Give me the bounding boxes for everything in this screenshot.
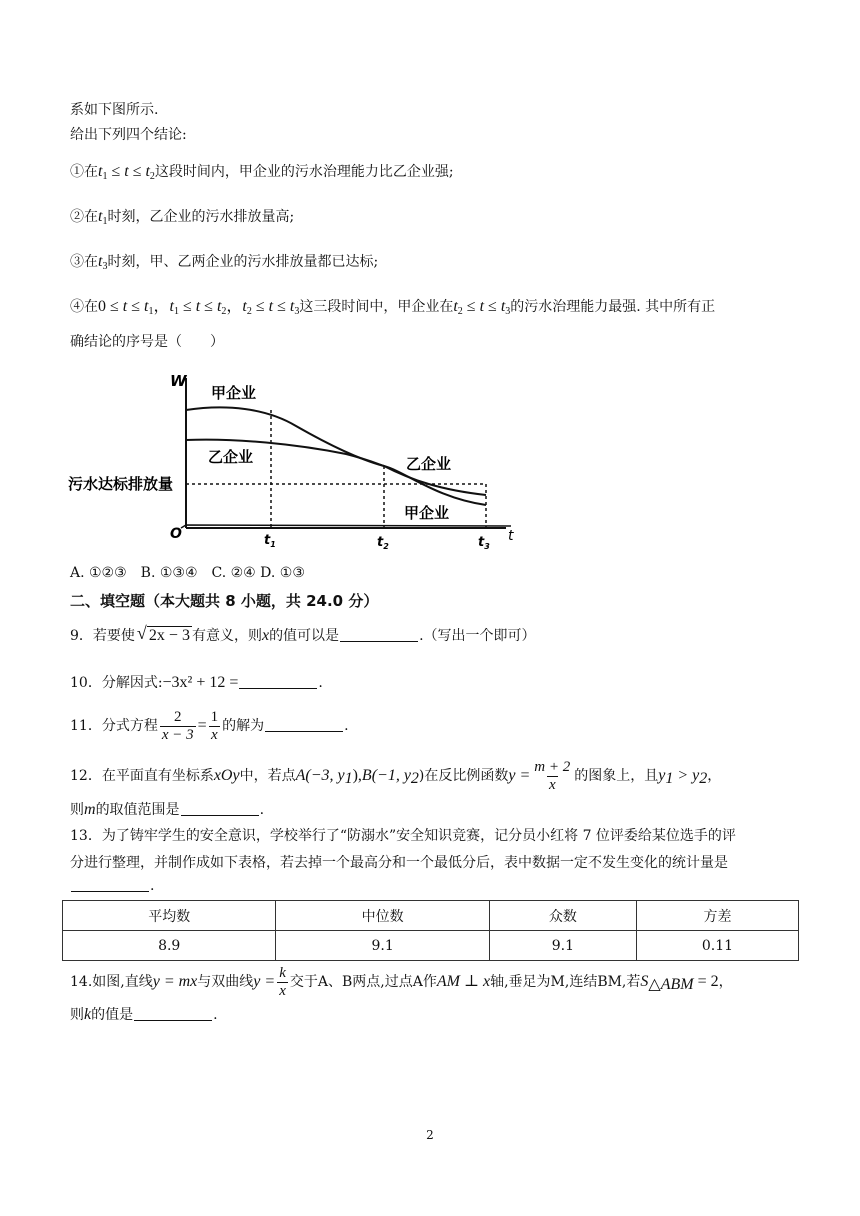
- table-header-row: [63, 901, 799, 931]
- question-13-line-2: 分进行整理，并制作成如下表格，若去掉一个最高分和一个最低分后，表中数据一定不发生变化的统计量是: [70, 855, 728, 871]
- pollution-chart: [66, 368, 526, 552]
- intro-line-1: 系如下图所示.: [70, 102, 159, 118]
- question-14-line-2: 则k的值是 .: [70, 1006, 218, 1023]
- question-14: 14.如图,直线y = mx与双曲线y = $\frac{k}{x}$ 交于A、B两点,过点A作AM ⊥ x轴,垂足为M,连结BM,若$S_{\triangle ABM} = 2$，: [70, 964, 733, 999]
- question-9: 9．若要使 √ 2x − 3 有意义，则x的值可以是 .（写出一个即可）: [70, 623, 536, 644]
- table-header-cell: 平均数: [63, 901, 276, 931]
- conclusion-4-continued: 确结论的序号是（ ）: [70, 334, 224, 350]
- table-header-cell: 众数: [489, 901, 636, 931]
- table-cell: 0.11: [636, 931, 798, 961]
- jia-label-top: 甲企业: [211, 384, 257, 402]
- x-axis-label: t: [508, 528, 514, 544]
- answer-blank[interactable]: [265, 717, 343, 732]
- section-heading: 二、填空题（本大题共 8 小题，共 24.0 分）: [70, 592, 379, 610]
- table-cell: 9.1: [276, 931, 489, 961]
- intro-line-2: 给出下列四个结论:: [70, 127, 187, 143]
- answer-blank[interactable]: [340, 627, 418, 642]
- conclusion-2: ②在$t_1$时刻，乙企业的污水排放量高;: [70, 208, 295, 227]
- conclusion-1: ①在$t_1 \le t \le t_2$这段时间内，甲企业的污水治理能力比乙企业强;: [70, 163, 454, 182]
- answer-blank[interactable]: [71, 877, 149, 892]
- answer-blank[interactable]: [181, 801, 259, 816]
- answer-blank[interactable]: [134, 1006, 212, 1021]
- question-13-line-3: .: [70, 876, 154, 896]
- jia-label-bottom: 甲企业: [404, 504, 450, 522]
- standard-label: 污水达标排放量: [68, 475, 174, 493]
- question-11: 11．分式方程 $\frac{2}{x - 3}$ = $\frac{1}{x}$ 的解为 .: [70, 708, 349, 743]
- conclusion-4: ④在$0 \le t \le t_1$，$t_1 \le t \le t_2$，$t_2 \le t \le t_3$这三段时间中，甲企业在$t_2 \le t \le t_3$的污水治理能力最强. 其中所有正: [70, 298, 716, 317]
- conclusion-3: ③在$t_3$时刻，甲、乙两企业的污水排放量都已达标;: [70, 253, 379, 272]
- answer-options: A. ①②③ B. ①③④ C. ②④ D. ①③: [70, 565, 305, 581]
- tick-t3: $t_3$: [478, 535, 490, 551]
- table-cell: 8.9: [63, 931, 276, 961]
- question-12-line-2: 则m的取值范围是 .: [70, 801, 265, 818]
- statistics-table: [62, 900, 799, 961]
- y-axis-label: W: [170, 372, 187, 390]
- answer-blank[interactable]: [239, 674, 317, 689]
- table-cell: 9.1: [489, 931, 636, 961]
- question-13-line-1: 13．为了铸牢学生的安全意识，学校举行了“防溺水”安全知识竞赛，记分员小红将 7 位评委给某位选手的评: [70, 828, 736, 844]
- question-10: 10．分解因式:−3x² + 12 = .: [70, 674, 323, 691]
- tick-t1: $t_1$: [264, 533, 276, 549]
- table-row: [63, 931, 799, 961]
- origin-label: O: [170, 526, 182, 542]
- table-header-cell: 方差: [636, 901, 798, 931]
- table-header-cell: 中位数: [276, 901, 489, 931]
- page-number: 2: [426, 1128, 434, 1142]
- yi-label-right: 乙企业: [406, 455, 452, 473]
- question-12: 12．在平面直有坐标系xOy中，若点A(−3, $y_1),B(-1$, $y_2$)在反比例函数y = $\frac{m + 2}{x}$ 的图象上，且$y_1 > y_2$，: [70, 758, 722, 793]
- yi-label-left: 乙企业: [208, 448, 254, 466]
- tick-t2: $t_2$: [377, 535, 389, 551]
